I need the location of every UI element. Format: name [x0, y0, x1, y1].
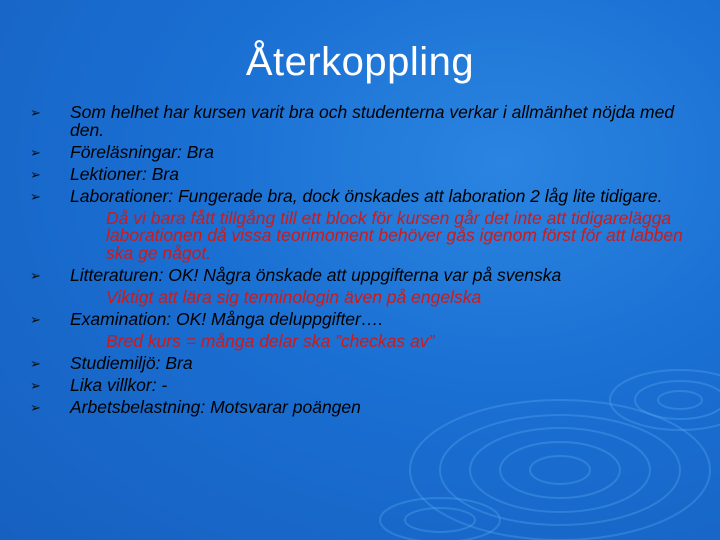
list-item-text: Arbetsbelastning: Motsvarar poängen [70, 396, 361, 417]
arrowhead-bullet-icon: ➢ [30, 105, 41, 120]
arrowhead-bullet-icon: ➢ [30, 267, 41, 283]
list-item-text: Studiemiljö: Bra [70, 352, 193, 373]
arrowhead-bullet-icon: ➢ [30, 355, 41, 371]
list-item [26, 185, 686, 263]
arrowhead-bullet-icon: ➢ [30, 311, 41, 327]
list-item-note: Bred kurs = många delar ska ”checkas av” [106, 330, 435, 351]
list-item-text: Examination: OK! Många deluppgifter…. [70, 308, 384, 329]
list-item [26, 141, 686, 162]
list-item-text: Lika villkor: - [70, 374, 168, 395]
arrowhead-bullet-icon: ➢ [30, 377, 41, 393]
slide-title: Återkoppling [245, 40, 475, 84]
arrowhead-bullet-icon: ➢ [30, 399, 41, 415]
list-item-text: Lektioner: Bra [70, 163, 179, 184]
list-item-note: Viktigt att lära sig terminologin även på engelska [106, 286, 482, 307]
list-item [26, 396, 686, 417]
list-item-text: Som helhet har kursen varit bra och studenterna verkar i allmänhet nöjda med den. [70, 102, 675, 140]
list-item [26, 308, 686, 351]
list-item-text: Laborationer: Fungerade bra, dock önskades att laboration 2 låg lite tidigare. [70, 185, 663, 206]
list-item [26, 352, 686, 373]
arrowhead-bullet-icon: ➢ [30, 144, 41, 160]
list-item [26, 264, 686, 307]
list-item [26, 163, 686, 184]
list-item-text: Litteraturen: OK! Några önskade att uppgifterna var på svenska [70, 264, 562, 285]
list-item-text: Föreläsningar: Bra [70, 141, 214, 162]
list-item-note: Då vi bara fått tillgång till ett block för kursen går det inte att tidigarelägga laborationen då vissa teorimoment behöver gås igenom först för att labben ska ge något. [106, 207, 683, 263]
arrowhead-bullet-icon: ➢ [30, 188, 41, 204]
list-item [26, 374, 686, 395]
bullet-list [26, 104, 686, 416]
arrowhead-bullet-icon: ➢ [30, 166, 41, 182]
list-item [26, 104, 686, 139]
